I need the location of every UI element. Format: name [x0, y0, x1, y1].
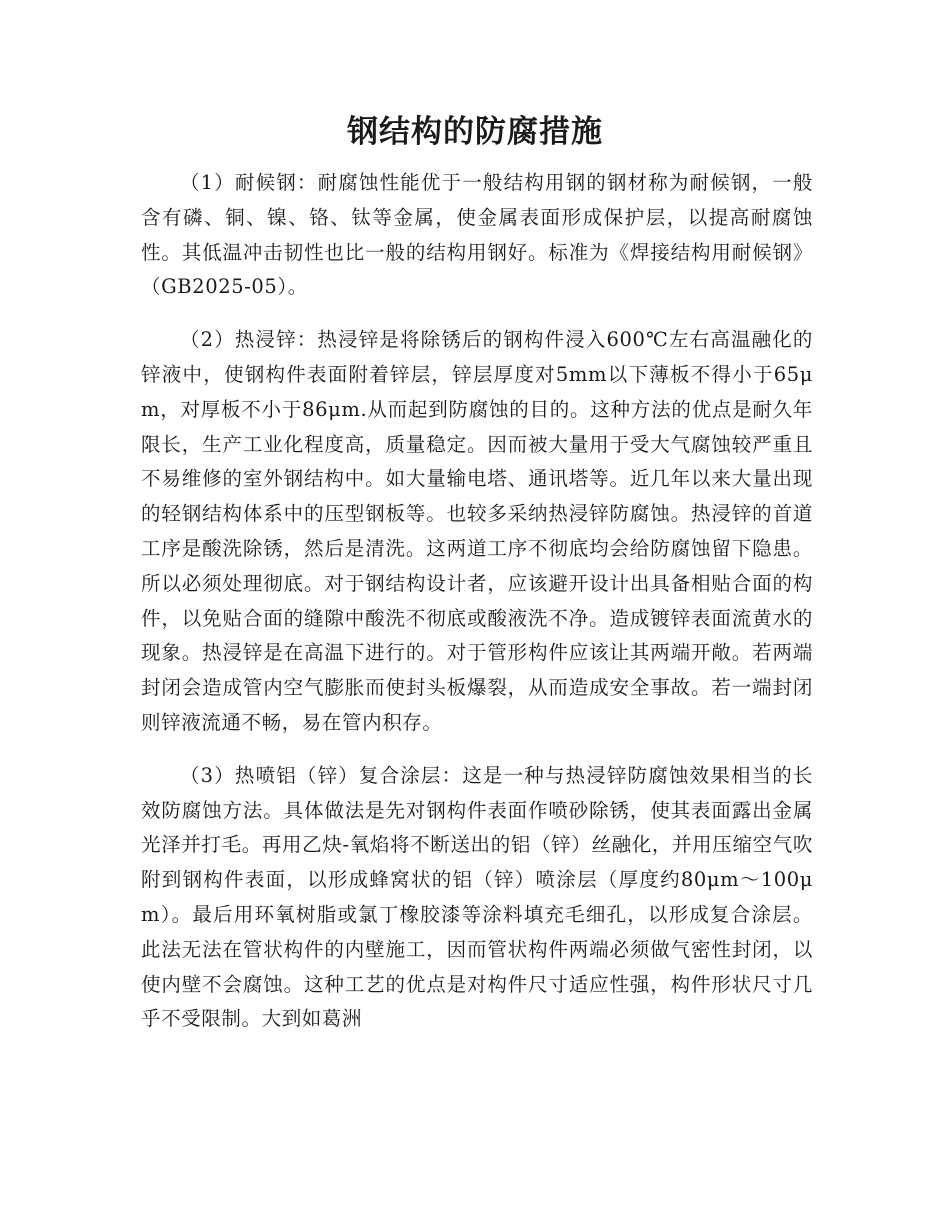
paragraph-thermal-spray-coating: （3）热喷铝（锌）复合涂层：这是一种与热浸锌防腐蚀效果相当的长效防腐蚀方法。具体做法是先对钢构件表面作喷砂除锈，使其表面露出金属光泽并打毛。再用乙炔-氧焰将不断送出的铝（锌）丝融化，并用压缩空气吹附到钢构件表面，以形成蜂窝状的铝（锌）喷涂层（厚度约80μm～100μm）。最后用环氧树脂或氯丁橡胶漆等涂料填充毛细孔，以形成复合涂层。此法无法在管状构件的内壁施工，因而管状构件两端必须做气密性封闭，以使内壁不会腐蚀。这种工艺的优点是对构件尺寸适应性强，构件形状尺寸几乎不受限制。大到如葛洲: [141, 763, 813, 1031]
paragraph-hot-dip-galvanizing: （2）热浸锌：热浸锌是将除锈后的钢构件浸入600℃左右高温融化的锌液中，使钢构件表面附着锌层，锌层厚度对5mm以下薄板不得小于65μm，对厚板不小于86μm.从而起到防腐蚀的目的。这种方法的优点是耐久年限长，生产工业化程度高，质量稳定。因而被大量用于受大气腐蚀较严重且不易维修的室外钢结构中。如大量输电塔、通讯塔等。近几年以来大量出现的轻钢结构体系中的压型钢板等。也较多采纳热浸锌防腐蚀。热浸锌的首道工序是酸洗除锈，然后是清洗。这两道工序不彻底均会给防腐蚀留下隐患。所以必须处理彻底。对于钢结构设计者，应该避开设计出具备相贴合面的构件，以免贴合面的缝隙中酸洗不彻底或酸液洗不净。造成镀锌表面流黄水的现象。热浸锌是在高温下进行的。对于管形构件应该让其两端开敞。若两端封闭会造成管内空气膨胀而使封头板爆裂，从而造成安全事故。若一端封闭则锌液流通不畅，易在管内积存。: [141, 328, 813, 734]
page-title: 钢结构的防腐措施: [347, 114, 603, 150]
document-body: [141, 166, 813, 1055]
paragraph-weathering-steel: （1）耐候钢：耐腐蚀性能优于一般结构用钢的钢材称为耐候钢，一般含有磷、铜、镍、铬、钛等金属，使金属表面形成保护层，以提高耐腐蚀性。其低温冲击韧性也比一般的结构用钢好。标准为《焊接结构用耐候钢》（GB2025-05）。: [141, 171, 813, 299]
